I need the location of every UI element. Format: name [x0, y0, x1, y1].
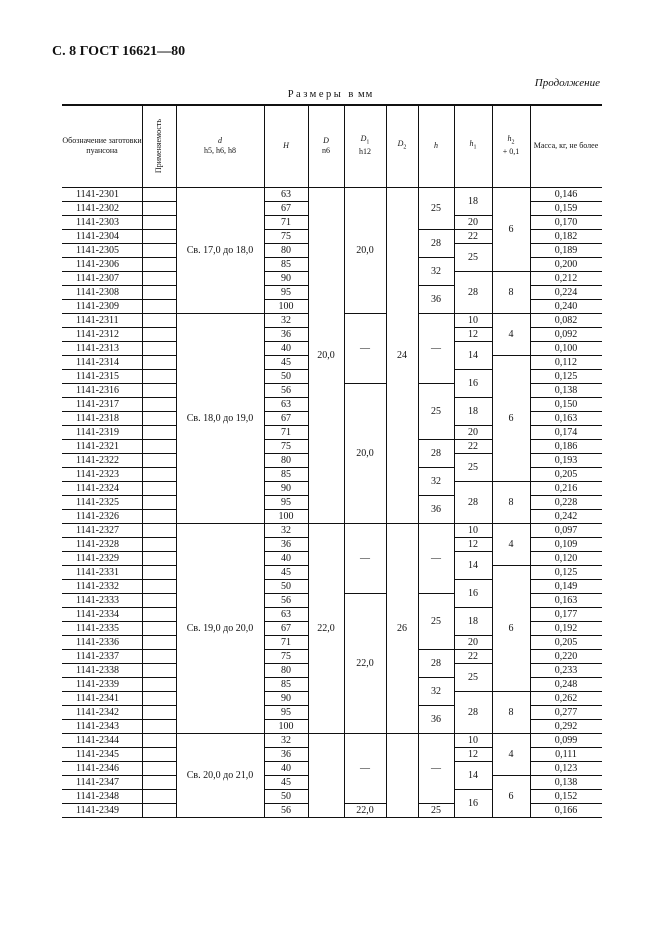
h-height-cell: 45	[281, 776, 291, 788]
merged-h2-cell: 4	[508, 538, 514, 550]
merged-h1-cell: 25	[468, 671, 478, 683]
merged-h1-cell: 10	[468, 314, 478, 326]
column-header-h	[264, 104, 308, 187]
designation-cell: 1141-2335	[76, 622, 119, 634]
h-height-cell: 56	[281, 594, 291, 606]
merged-h-cell: 28	[431, 657, 441, 669]
mass-cell: 0,205	[554, 636, 578, 648]
column-header-d1	[344, 104, 386, 187]
group-rule	[386, 817, 418, 818]
mass-cell: 0,186	[554, 440, 578, 452]
merged-h-cell: 25	[431, 804, 441, 816]
column-header-label: d h5, h6, h8	[204, 135, 236, 155]
column-header-label: $h_2$ + 0,1	[502, 133, 520, 157]
merged-h1-cell: 22	[468, 230, 478, 242]
merged-d-cell: 22,0	[317, 622, 335, 634]
mass-cell: 0,205	[554, 468, 578, 480]
designation-cell: 1141-2322	[76, 454, 119, 466]
mass-cell: 0,159	[554, 202, 578, 214]
designation-cell: 1141-2316	[76, 384, 119, 396]
mass-cell: 0,097	[554, 524, 578, 536]
merged-d1-cell: 22,0	[356, 657, 374, 669]
h-height-cell: 75	[281, 230, 291, 242]
merged-h2-cell: 6	[508, 412, 514, 424]
mass-cell: 0,262	[554, 692, 578, 704]
merged-d-cell: Св. 19,0 до 20,0	[186, 622, 254, 634]
h-height-cell: 85	[281, 258, 291, 270]
h-height-cell: 32	[281, 734, 291, 746]
h-height-cell: 40	[281, 552, 291, 564]
h-height-cell: 85	[281, 678, 291, 690]
h-height-cell: 71	[281, 216, 291, 228]
mass-cell: 0,125	[554, 370, 578, 382]
merged-h1-cell: 16	[468, 797, 478, 809]
designation-cell: 1141-2324	[76, 482, 119, 494]
designation-cell: 1141-2306	[76, 258, 119, 270]
merged-h1-cell: 28	[468, 286, 478, 298]
merged-h2-cell: 6	[508, 790, 514, 802]
column-header-label: $h_1$	[469, 138, 477, 151]
mass-cell: 0,277	[554, 706, 578, 718]
designation-cell: 1141-2336	[76, 636, 119, 648]
column-header-label: Обозначение заготовки пуансона	[62, 135, 142, 155]
units-prefix: Размеры	[287, 89, 344, 100]
h-height-cell: 56	[281, 804, 291, 816]
merged-h-cell: 32	[431, 685, 441, 697]
h-height-cell: 95	[281, 286, 291, 298]
mass-cell: 0,112	[554, 356, 578, 368]
merged-h-cell: 36	[431, 293, 441, 305]
column-header-mass	[530, 104, 602, 187]
merged-h2-cell: 6	[508, 223, 514, 235]
merged-h1-cell: 25	[468, 461, 478, 473]
h-height-cell: 56	[281, 384, 291, 396]
merged-d-cell: Св. 20,0 до 21,0	[186, 769, 254, 781]
designation-cell: 1141-2329	[76, 552, 119, 564]
h-height-cell: 90	[281, 272, 291, 284]
merged-h-cell: 28	[431, 237, 441, 249]
merged-d1-cell: 20,0	[356, 244, 374, 256]
column-header-designation	[62, 104, 142, 187]
merged-d2-cell: 26	[397, 622, 407, 634]
merged-h-cell: 25	[431, 202, 441, 214]
mass-cell: 0,120	[554, 552, 578, 564]
mass-cell: 0,242	[554, 510, 578, 522]
h-height-cell: 36	[281, 538, 291, 550]
merged-h1-cell: 22	[468, 440, 478, 452]
merged-h1-cell: 16	[468, 587, 478, 599]
merged-h1-cell: 10	[468, 734, 478, 746]
merged-h1-cell: 20	[468, 426, 478, 438]
merged-d1-cell: —	[360, 762, 370, 774]
h-height-cell: 32	[281, 524, 291, 536]
column-divider	[142, 104, 143, 817]
units-suffix: в мм	[348, 89, 374, 100]
mass-cell: 0,200	[554, 258, 578, 270]
merged-d2-cell	[386, 733, 418, 817]
mass-cell: 0,166	[554, 804, 578, 816]
designation-cell: 1141-2317	[76, 398, 119, 410]
merged-d-cell	[308, 733, 344, 817]
designation-cell: 1141-2349	[76, 804, 119, 816]
designation-cell: 1141-2315	[76, 370, 119, 382]
group-rule	[176, 817, 264, 818]
merged-h1-cell: 14	[468, 559, 478, 571]
designation-cell: 1141-2308	[76, 286, 119, 298]
h-height-cell: 32	[281, 314, 291, 326]
designation-cell: 1141-2302	[76, 202, 119, 214]
designation-cell: 1141-2328	[76, 538, 119, 550]
group-rule	[308, 817, 344, 818]
merged-d-cell: Св. 17,0 до 18,0	[186, 244, 254, 256]
designation-cell: 1141-2331	[76, 566, 119, 578]
merged-h1-cell: 28	[468, 706, 478, 718]
merged-h1-cell: 18	[468, 615, 478, 627]
h-height-cell: 100	[278, 510, 294, 522]
column-header-label: Масса, кг, не более	[533, 140, 599, 150]
units-caption	[0, 89, 661, 100]
h-height-cell: 45	[281, 356, 291, 368]
merged-d-cell: 20,0	[317, 349, 335, 361]
h-height-cell: 80	[281, 454, 291, 466]
designation-cell: 1141-2347	[76, 776, 119, 788]
designation-cell: 1141-2327	[76, 524, 119, 536]
designation-cell: 1141-2326	[76, 510, 119, 522]
designation-cell: 1141-2305	[76, 244, 119, 256]
h-height-cell: 71	[281, 426, 291, 438]
merged-h2-cell: 4	[508, 748, 514, 760]
merged-h1-cell: 12	[468, 328, 478, 340]
h-height-cell: 75	[281, 440, 291, 452]
mass-cell: 0,149	[554, 580, 578, 592]
h-height-cell: 90	[281, 482, 291, 494]
column-header-d	[308, 104, 344, 187]
designation-cell: 1141-2337	[76, 650, 119, 662]
designation-cell: 1141-2333	[76, 594, 119, 606]
mass-cell: 0,163	[554, 412, 578, 424]
mass-cell: 0,163	[554, 594, 578, 606]
merged-h-cell: 28	[431, 447, 441, 459]
designation-cell: 1141-2338	[76, 664, 119, 676]
merged-h1-cell: 22	[468, 650, 478, 662]
designation-cell: 1141-2309	[76, 300, 119, 312]
group-rule	[492, 817, 530, 818]
merged-h-cell: —	[431, 342, 441, 354]
h-height-cell: 50	[281, 790, 291, 802]
merged-d-cell: Св. 18,0 до 19,0	[186, 412, 254, 424]
merged-h-cell: 36	[431, 713, 441, 725]
merged-h1-cell: 10	[468, 524, 478, 536]
h-height-cell: 95	[281, 496, 291, 508]
column-header-label: Применяемость	[154, 118, 164, 173]
merged-h1-cell: 14	[468, 769, 478, 781]
merged-d1-cell: —	[360, 342, 370, 354]
h-height-cell: 80	[281, 244, 291, 256]
h-height-cell: 63	[281, 398, 291, 410]
h-height-cell: 90	[281, 692, 291, 704]
merged-h2-cell: 8	[508, 286, 514, 298]
merged-h2-cell: 4	[508, 328, 514, 340]
mass-cell: 0,152	[554, 790, 578, 802]
merged-h1-cell: 25	[468, 251, 478, 263]
mass-cell: 0,138	[554, 384, 578, 396]
mass-cell: 0,177	[554, 608, 578, 620]
merged-h-cell: 32	[431, 475, 441, 487]
merged-h-cell: 25	[431, 405, 441, 417]
merged-h1-cell: 12	[468, 748, 478, 760]
merged-h2-cell: 6	[508, 622, 514, 634]
designation-cell: 1141-2325	[76, 496, 119, 508]
designation-cell: 1141-2314	[76, 356, 119, 368]
merged-h-cell: —	[431, 762, 441, 774]
column-header-label: D n6	[322, 135, 330, 155]
h-height-cell: 45	[281, 566, 291, 578]
merged-h1-cell: 16	[468, 377, 478, 389]
mass-cell: 0,224	[554, 286, 578, 298]
mass-cell: 0,240	[554, 300, 578, 312]
group-rule	[454, 817, 492, 818]
h-height-cell: 67	[281, 622, 291, 634]
merged-h1-cell: 12	[468, 538, 478, 550]
h-height-cell: 50	[281, 370, 291, 382]
designation-cell: 1141-2341	[76, 692, 119, 704]
h-height-cell: 71	[281, 636, 291, 648]
column-header-label: $D_2$	[397, 138, 407, 151]
page-header: С. 8 ГОСТ 16621—80	[52, 44, 186, 59]
mass-cell: 0,216	[554, 482, 578, 494]
merged-h1-cell: 20	[468, 216, 478, 228]
group-rule	[344, 817, 386, 818]
mass-cell: 0,212	[554, 272, 578, 284]
mass-cell: 0,248	[554, 678, 578, 690]
row-rule	[264, 817, 308, 818]
designation-cell: 1141-2346	[76, 762, 119, 774]
designation-cell: 1141-2311	[76, 314, 119, 326]
column-header-label: $D_1$ h12	[359, 133, 371, 157]
mass-cell: 0,138	[554, 776, 578, 788]
row-rule	[530, 817, 602, 818]
designation-cell: 1141-2334	[76, 608, 119, 620]
mass-cell: 0,082	[554, 314, 578, 326]
merged-h1-cell: 14	[468, 349, 478, 361]
designation-cell: 1141-2343	[76, 720, 119, 732]
mass-cell: 0,220	[554, 650, 578, 662]
h-height-cell: 63	[281, 608, 291, 620]
column-header-applicability	[142, 104, 176, 187]
mass-cell: 0,123	[554, 762, 578, 774]
column-header-d2	[386, 104, 418, 187]
merged-h-cell: 32	[431, 265, 441, 277]
mass-cell: 0,109	[554, 538, 578, 550]
merged-h1-cell: 18	[468, 405, 478, 417]
h-height-cell: 100	[278, 720, 294, 732]
designation-cell: 1141-2303	[76, 216, 119, 228]
h-height-cell: 80	[281, 664, 291, 676]
merged-h1-cell: 20	[468, 636, 478, 648]
designation-cell: 1141-2307	[76, 272, 119, 284]
h-height-cell: 50	[281, 580, 291, 592]
designation-cell: 1141-2332	[76, 580, 119, 592]
designation-cell: 1141-2304	[76, 230, 119, 242]
designation-cell: 1141-2344	[76, 734, 119, 746]
mass-cell: 0,111	[555, 748, 577, 760]
mass-cell: 0,292	[554, 720, 578, 732]
merged-h2-cell: 8	[508, 706, 514, 718]
mass-cell: 0,092	[554, 328, 578, 340]
merged-h2-cell: 8	[508, 496, 514, 508]
merged-d2-cell: 24	[397, 349, 407, 361]
h-height-cell: 40	[281, 762, 291, 774]
mass-cell: 0,193	[554, 454, 578, 466]
designation-cell: 1141-2313	[76, 342, 119, 354]
h-height-cell: 67	[281, 202, 291, 214]
h-height-cell: 100	[278, 300, 294, 312]
mass-cell: 0,174	[554, 426, 578, 438]
mass-cell: 0,146	[554, 188, 578, 200]
designation-cell: 1141-2345	[76, 748, 119, 760]
row-rule	[62, 817, 176, 818]
designation-cell: 1141-2319	[76, 426, 119, 438]
column-header-h2	[492, 104, 530, 187]
mass-cell: 0,099	[554, 734, 578, 746]
h-height-cell: 36	[281, 328, 291, 340]
designation-cell: 1141-2348	[76, 790, 119, 802]
group-rule	[418, 817, 454, 818]
designation-cell: 1141-2321	[76, 440, 119, 452]
h-height-cell: 75	[281, 650, 291, 662]
h-height-cell: 40	[281, 342, 291, 354]
continuation-label: Продолжение	[534, 77, 600, 89]
mass-cell: 0,125	[554, 566, 578, 578]
mass-cell: 0,189	[554, 244, 578, 256]
h-height-cell: 63	[281, 188, 291, 200]
designation-cell: 1141-2342	[76, 706, 119, 718]
merged-h1-cell: 18	[468, 195, 478, 207]
column-header-h1	[454, 104, 492, 187]
h-height-cell: 36	[281, 748, 291, 760]
mass-cell: 0,182	[554, 230, 578, 242]
designation-cell: 1141-2339	[76, 678, 119, 690]
h-height-cell: 95	[281, 706, 291, 718]
merged-d1-cell: 20,0	[356, 447, 374, 459]
designation-cell: 1141-2318	[76, 412, 119, 424]
column-header-d	[176, 104, 264, 187]
mass-cell: 0,100	[554, 342, 578, 354]
mass-cell: 0,228	[554, 496, 578, 508]
column-header-label: h	[434, 140, 438, 150]
merged-d1-cell: —	[360, 552, 370, 564]
column-header-h	[418, 104, 454, 187]
merged-h-cell: —	[431, 552, 441, 564]
merged-h1-cell: 28	[468, 496, 478, 508]
mass-cell: 0,233	[554, 664, 578, 676]
designation-cell: 1141-2312	[76, 328, 119, 340]
mass-cell: 0,170	[554, 216, 578, 228]
dimensions-table	[62, 104, 602, 820]
merged-h-cell: 36	[431, 503, 441, 515]
merged-h-cell: 25	[431, 615, 441, 627]
h-height-cell: 67	[281, 412, 291, 424]
column-header-label: H	[283, 140, 289, 150]
designation-cell: 1141-2323	[76, 468, 119, 480]
h-height-cell: 85	[281, 468, 291, 480]
merged-d1-cell: 22,0	[356, 804, 374, 816]
designation-cell: 1141-2301	[76, 188, 119, 200]
mass-cell: 0,150	[554, 398, 578, 410]
mass-cell: 0,192	[554, 622, 578, 634]
